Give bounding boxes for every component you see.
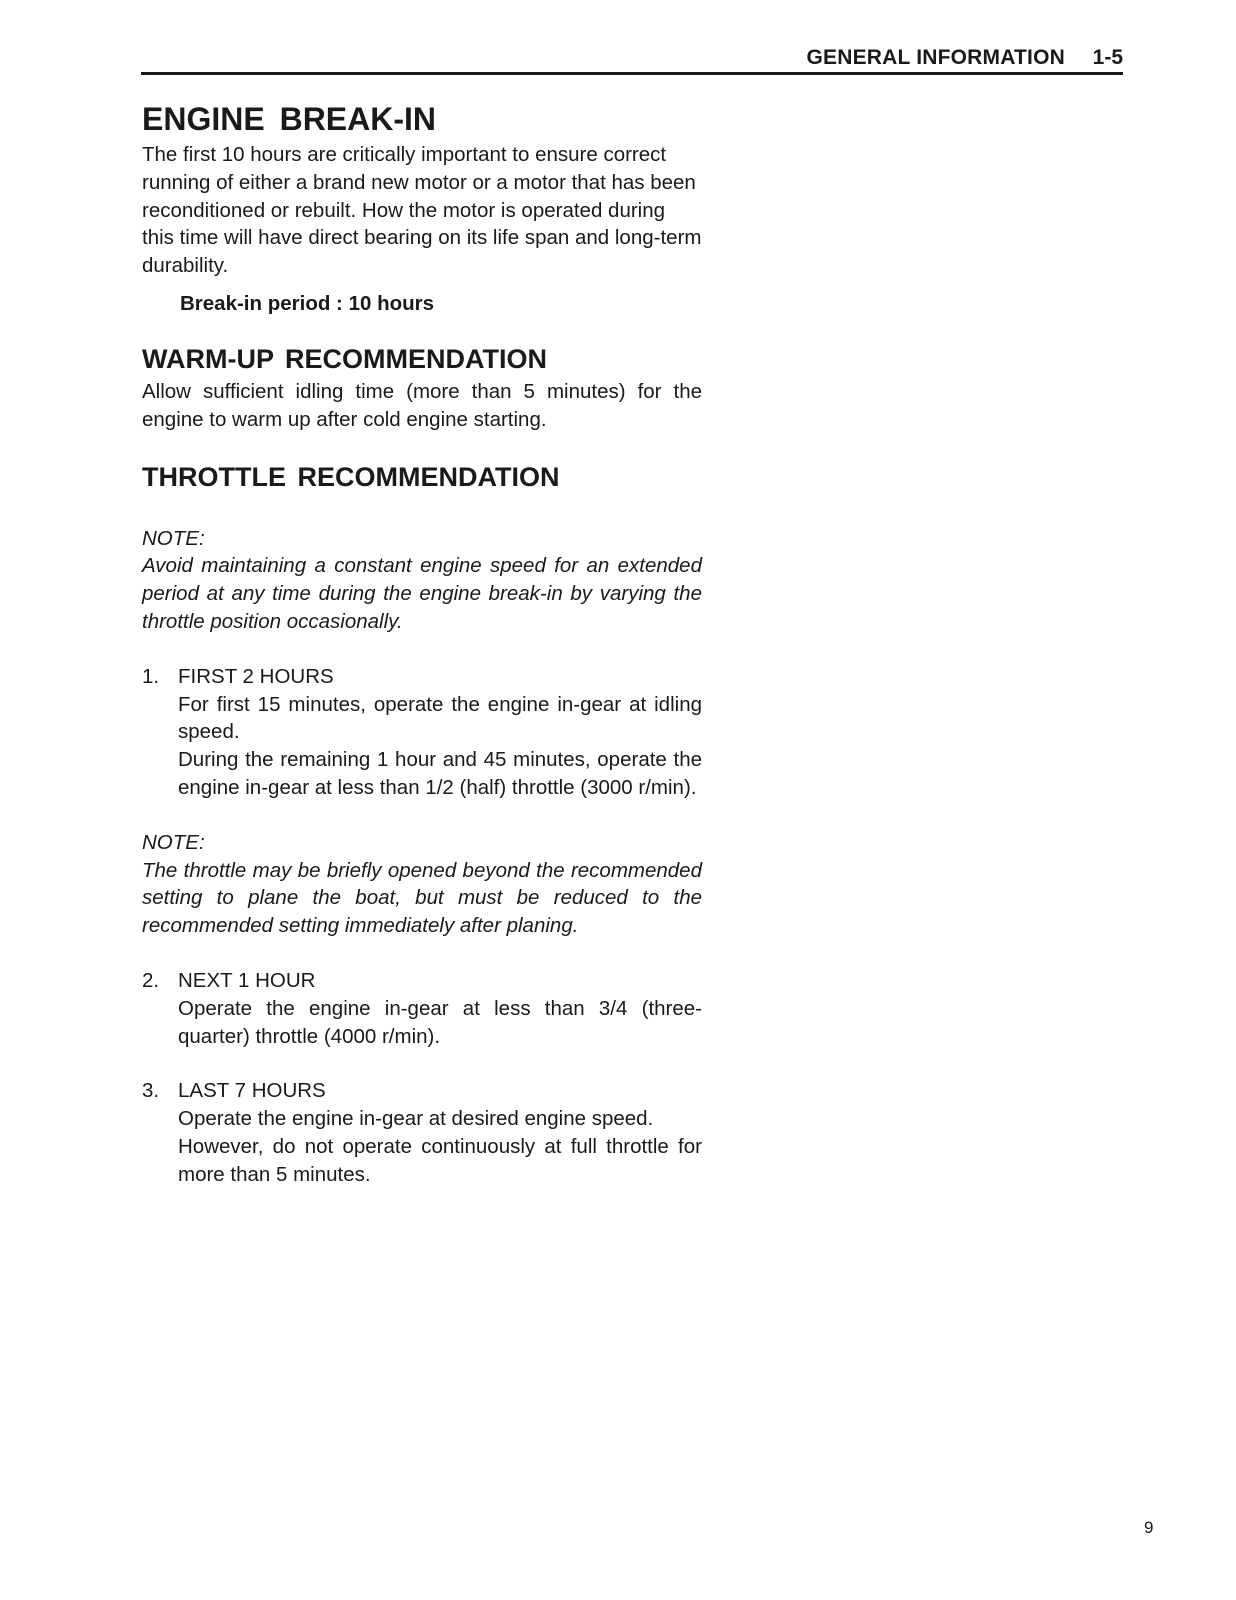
- list-item-3: [142, 1077, 702, 1188]
- list-item-1-title: FIRST 2 HOURS: [178, 664, 334, 688]
- note-2-text: The throttle may be briefly opened beyond the recommended setting to plane the boat, but must be reduced to the recommended setting immediately after planing.: [142, 858, 702, 938]
- warm-up-section: [142, 341, 702, 434]
- note-1-label: NOTE:: [142, 526, 205, 550]
- list-item-1-text-b: During the remaining 1 hour and 45 minutes, operate the engine in-gear at less than 1/2 (half) throttle (3000 r/min).: [178, 748, 702, 799]
- list-item-3-number: 3.: [142, 1079, 160, 1103]
- list-item-2-number: 2.: [142, 968, 160, 992]
- note-2: [142, 829, 702, 940]
- note-2-label: NOTE:: [142, 830, 205, 854]
- list-item-1-number: 1.: [142, 664, 160, 688]
- throttle-section: [142, 459, 702, 1189]
- list-item-1-text-a: For first 15 minutes, operate the engine in-gear at idling speed.: [178, 692, 702, 744]
- list-item-2-title: NEXT 1 HOUR: [178, 968, 316, 992]
- footer-page-number: 9: [1144, 1518, 1154, 1537]
- throttle-heading: THROTTLE RECOMMENDATION: [142, 461, 560, 492]
- page-content: [142, 98, 702, 1189]
- warm-up-heading: WARM-UP RECOMMENDATION: [142, 343, 547, 374]
- list-item-3-text-a: Operate the engine in-gear at desired engine speed.: [178, 1107, 654, 1131]
- list-item-1: [142, 663, 702, 802]
- list-item-3-text-b: However, do not operate continuously at full throttle for more than 5 minutes.: [178, 1134, 702, 1186]
- engine-break-in-heading: ENGINE BREAK-IN: [142, 101, 437, 137]
- list-item-2-text-a: Operate the engine in-gear at less than 3/4 (three-quarter) throttle (4000 r/min).: [178, 996, 702, 1048]
- header-section-title: GENERAL INFORMATION: [806, 46, 1065, 69]
- engine-break-in-body: The first 10 hours are critically important to ensure correct running of either a brand new motor or a motor that has been reconditioned or rebuilt. How the motor is operated during this time will have direct bearing on its life span and long-term durability.: [142, 143, 702, 278]
- page-header: [141, 44, 1123, 75]
- warm-up-body: Allow sufficient idling time (more than 5 minutes) for the engine to warm up after cold engine starting.: [142, 379, 702, 431]
- break-in-period-spec: Break-in period : 10 hours: [180, 291, 435, 315]
- note-1: [142, 525, 702, 636]
- header-page-ref: 1-5: [1092, 46, 1123, 69]
- list-item-3-title: LAST 7 HOURS: [178, 1079, 326, 1103]
- engine-break-in-section: [142, 98, 702, 318]
- note-1-text: Avoid maintaining a constant engine speed for an extended period at any time during the engine break-in by varying the throttle position occasionally.: [142, 554, 702, 633]
- list-item-2: [142, 967, 702, 1050]
